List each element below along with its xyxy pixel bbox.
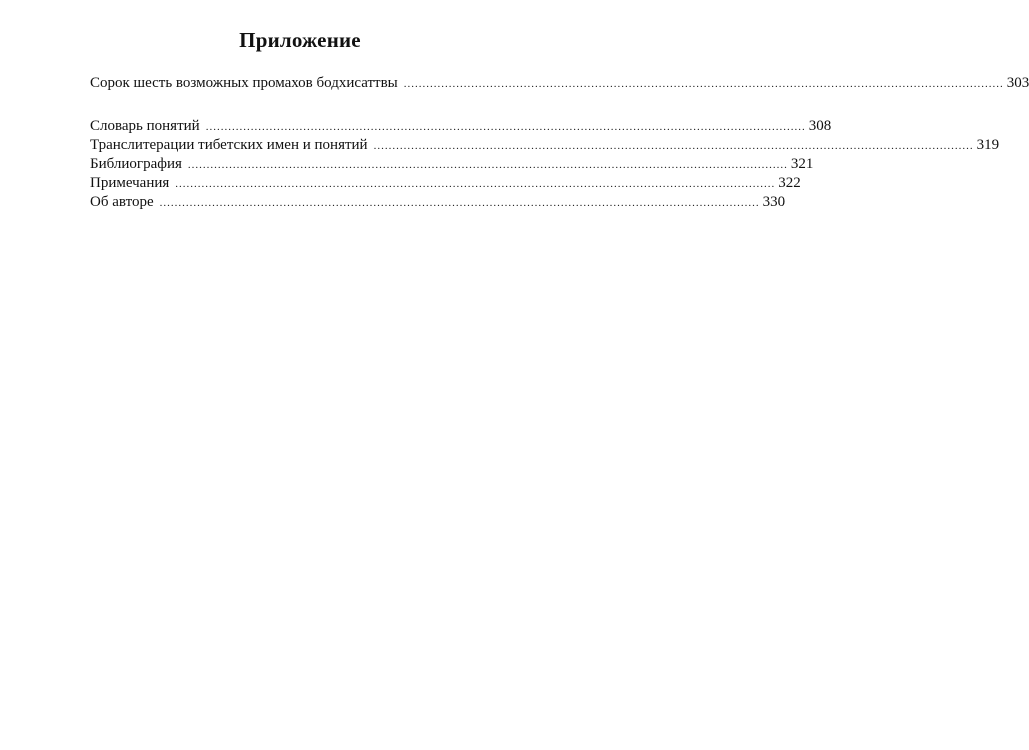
toc-entry xyxy=(90,74,1029,93)
toc-entry-page: 322 xyxy=(778,175,801,191)
toc-entry-page: 321 xyxy=(790,156,814,172)
toc-entry-title: Библиография xyxy=(90,156,182,172)
toc-entry-page: 330 xyxy=(762,194,786,210)
toc-entry-title: Сорок шесть возможных промахов бодхисаттвы xyxy=(90,75,398,91)
toc-entry xyxy=(90,193,786,212)
toc-group xyxy=(90,74,1029,93)
page-title: Приложение xyxy=(239,28,361,52)
toc-entry xyxy=(90,174,801,193)
toc-entry-page: 303 xyxy=(1006,75,1029,91)
toc-leader-dots: ................................................................................................................................................................ xyxy=(403,78,1004,90)
toc-entry xyxy=(90,117,832,136)
toc-entry-title: Словарь понятий xyxy=(90,118,200,134)
toc-leader-dots: ................................................................................................................................................................ xyxy=(373,140,974,152)
toc-entry-page: 319 xyxy=(976,137,1000,153)
toc-entry-title: Примечания xyxy=(90,175,170,191)
toc-leader-dots: ................................................................................................................................................................ xyxy=(159,197,760,209)
toc-group xyxy=(90,117,1000,212)
toc-leader-dots: ................................................................................................................................................................ xyxy=(205,121,806,133)
toc-entry-title: Об авторе xyxy=(90,194,154,210)
toc-leader-dots: ................................................................................................................................................................ xyxy=(175,178,776,190)
toc-entry-title: Транслитерации тибетских имен и понятий xyxy=(90,137,368,153)
toc-entry xyxy=(90,155,814,174)
toc-entry xyxy=(90,136,1000,155)
toc-leader-dots: ................................................................................................................................................................ xyxy=(187,159,788,171)
toc-entry-page: 308 xyxy=(808,118,832,134)
